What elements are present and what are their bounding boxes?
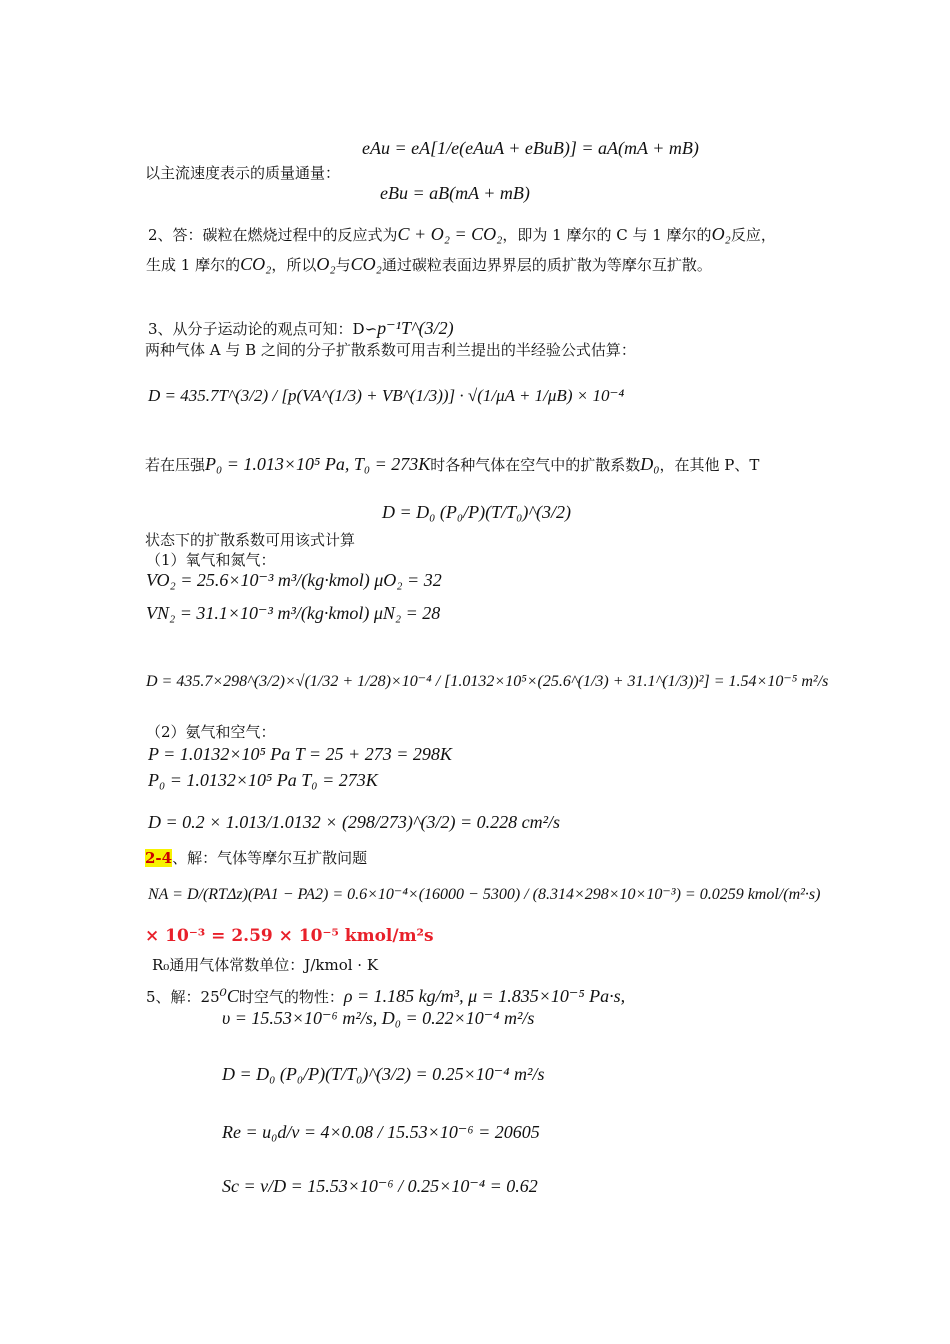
eq-mass-flux-a: eAu = eA[1/e(eAuA + eBuB)] = aA(mA + mB) [362,138,699,158]
mass-flux-label: 以主流速度表示的质量通量： [145,164,341,182]
q3-line2: 两种气体 A 与 B 之间的分子扩散系数可用吉利兰提出的半经验公式估算： [145,341,636,359]
eq-d2: D = 0.2 × 1.013/1.0132 × (298/273)^(3/2) = 0.228 cm²/s [148,812,561,832]
q4-number: 2-4 [145,849,173,867]
eq-d1: D = 435.7×298^(3/2)×√(1/32 + 1/28)×10⁻⁴ / [1.0132×10⁵×(25.6^(1/3) + 31.1^(1/3))²] = 1.54×10⁻⁵ m²/s [146,673,829,690]
q3-sub2: （2）氨气和空气： [146,723,276,741]
q3-line4: 状态下的扩散系数可用该式计算 [145,531,356,549]
q3-sub1: （1）氧气和氮气： [146,551,276,569]
eq-mass-flux-b: eBu = aB(mA + mB) [380,183,530,203]
eq-p: P = 1.0132×10⁵ Pa T = 25 + 273 = 298K [148,744,452,764]
q2-line1: 2、答：碳粒在燃烧过程中的反应式为C + O₂ = CO₂，即为 1 摩尔的 C 与 1 摩尔的O₂反应， [148,224,776,244]
q5-line1: 5、解：25⁰C时空气的物性：ρ = 1.185 kg/m³, μ = 1.835×10⁻⁵ Pa·s, [146,986,626,1006]
q4-line1: 2-4、解：气体等摩尔互扩散问题 [145,849,368,867]
q3-line3: 若在压强P₀ = 1.013×10⁵ Pa, T₀ = 273K时各种气体在空气中的扩散系数D₀，在其他 P、T [145,454,760,474]
eq-re: Re = u₀d/v = 4×0.08 / 15.53×10⁻⁶ = 20605 [222,1122,540,1142]
q4-red-correction: × 10⁻³ = 2.59 × 10⁻⁵ kmol/m²s [145,926,434,946]
q2-line2: 生成 1 摩尔的CO₂，所以O₂与CO₂通过碳粒表面边界界层的质扩散为等摩尔互扩散。 [146,254,712,274]
q3-line1: 3、从分子运动论的观点可知：D∽p⁻¹T^(3/2) [148,318,454,338]
eq-vn2: VN₂ = 31.1×10⁻³ m³/(kg·kmol) μN₂ = 28 [146,603,441,623]
eq-nu: υ = 15.53×10⁻⁶ m²/s, D₀ = 0.22×10⁻⁴ m²/s [222,1008,535,1028]
eq-scale: D = D₀ (P₀/P)(T/T₀)^(3/2) [382,502,571,522]
eq-vo2: VO₂ = 25.6×10⁻³ m³/(kg·kmol) μO₂ = 32 [146,570,442,590]
eq-na: NA = D/(RTΔz)(PA1 − PA2) = 0.6×10⁻⁴×(16000 − 5300) / (8.314×298×10×10⁻³) = 0.0259 kmol/(m²·s) [148,886,821,903]
q4-r0: R₀通用气体常数单位：J/kmol · K [152,956,379,974]
eq-gilliland: D = 435.7T^(3/2) / [p(VA^(1/3) + VB^(1/3))] · √(1/μA + 1/μB) × 10⁻⁴ [148,386,625,405]
eq-sc: Sc = v/D = 15.53×10⁻⁶ / 0.25×10⁻⁴ = 0.62 [222,1176,538,1196]
eq-d3: D = D₀ (P₀/P)(T/T₀)^(3/2) = 0.25×10⁻⁴ m²/s [222,1064,545,1084]
eq-p0: P₀ = 1.0132×10⁵ Pa T₀ = 273K [148,770,378,790]
